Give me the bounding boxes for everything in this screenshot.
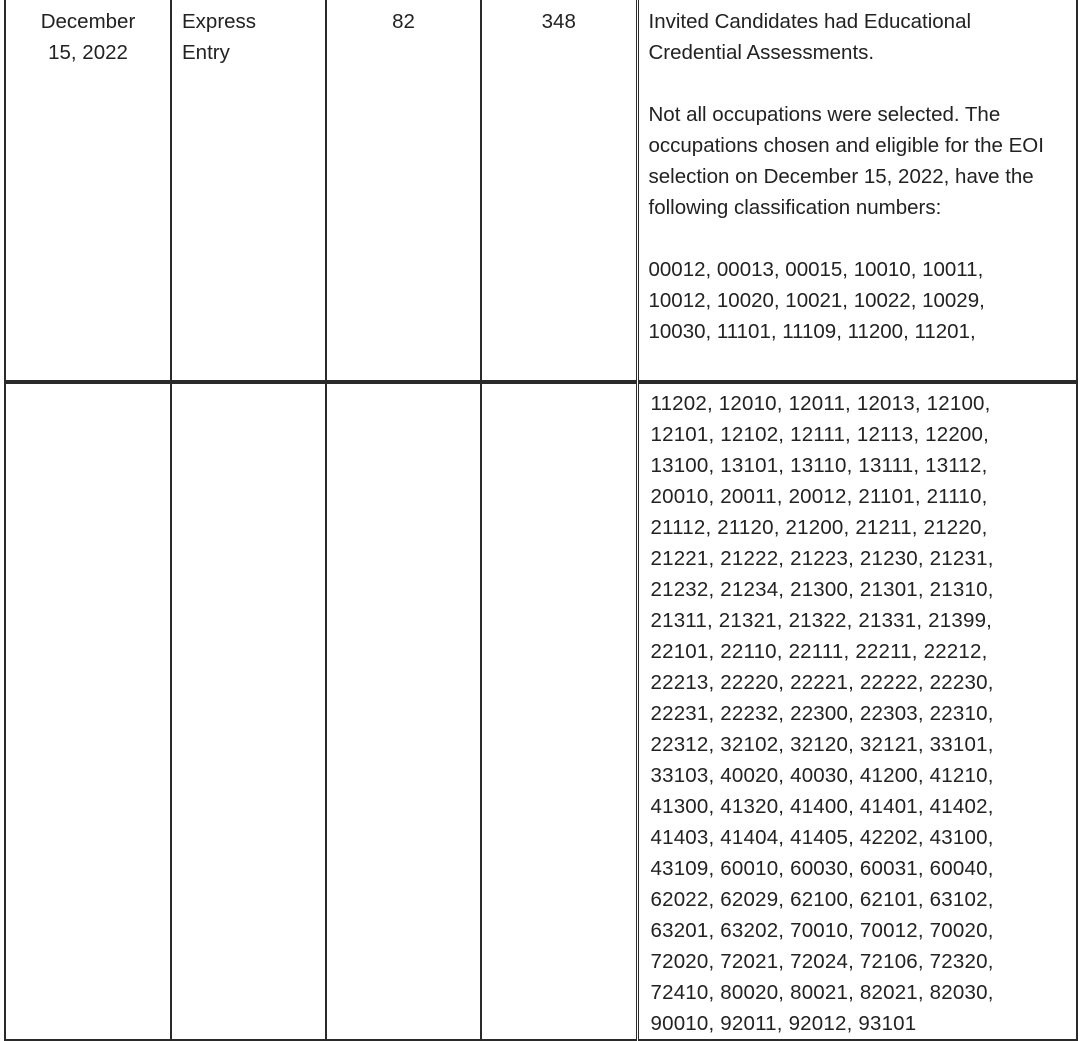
code-line: 63201, 63202, 70010, 70012, 70020, <box>650 919 994 942</box>
codes-list-top <box>649 254 1071 347</box>
code-line: 10030, 11101, 11109, 11200, 11201, <box>648 320 976 343</box>
code-line: 22231, 22232, 22300, 22303, 22310, <box>650 702 994 725</box>
code-line: 12101, 12102, 12111, 12113, 12200, <box>650 423 990 446</box>
code-line: 62022, 62029, 62100, 62101, 63102, <box>650 888 994 911</box>
note-paragraph-2: Not all occupations were selected. The occupations chosen and eligible for the EOI selection on December 15, 2022, have the following classification numbers: <box>648 103 1044 219</box>
code-line: 13100, 13101, 13110, 13111, 13112, <box>650 454 988 477</box>
code-line: 22213, 22220, 22221, 22222, 22230, <box>650 671 994 694</box>
code-line: 43109, 60010, 60030, 60031, 60040, <box>650 857 994 880</box>
table-row <box>5 0 1077 381</box>
code-line: 11202, 12010, 12011, 12013, 12100, <box>650 392 991 415</box>
stream-line-1: Express <box>182 10 257 33</box>
stream-cell <box>171 0 326 381</box>
code-line: 22101, 22110, 22111, 22211, 22212, <box>650 640 988 663</box>
codes-list-bottom <box>637 383 1077 1040</box>
empty-cell <box>481 383 637 1040</box>
code-line: 22312, 32102, 32120, 32121, 33101, <box>650 733 994 756</box>
notes-cell <box>637 0 1077 381</box>
invitations-cell <box>326 0 481 381</box>
date-line-2: 15, 2022 <box>48 41 128 64</box>
code-line: 41403, 41404, 41405, 42202, 43100, <box>650 826 994 849</box>
code-line: 20010, 20011, 20012, 21101, 21110, <box>650 485 988 508</box>
code-line: 21221, 21222, 21223, 21230, 21231, <box>650 547 994 570</box>
empty-cell <box>326 383 481 1040</box>
code-line: 10012, 10020, 10021, 10022, 10029, <box>648 289 985 312</box>
empty-cell <box>5 383 171 1040</box>
code-line: 33103, 40020, 40030, 41200, 41210, <box>650 764 994 787</box>
code-line: 72410, 80020, 80021, 82021, 82030, <box>650 981 994 1004</box>
invitations-value: 82 <box>392 10 415 33</box>
code-line: 21232, 21234, 21300, 21301, 21310, <box>650 578 994 601</box>
date-line-1: December <box>40 10 136 33</box>
score-value: 348 <box>541 10 576 33</box>
code-line: 21311, 21321, 21322, 21331, 21399, <box>650 609 993 632</box>
table-row <box>5 383 1077 1040</box>
note-paragraph-1: Invited Candidates had Educational Credential Assessments. <box>648 10 972 64</box>
code-line: 90010, 92011, 92012, 93101 <box>650 1012 917 1035</box>
draw-table-top <box>4 0 1078 382</box>
date-cell <box>5 0 171 381</box>
code-line: 41300, 41320, 41400, 41401, 41402, <box>650 795 994 818</box>
stream-line-2: Entry <box>182 41 230 64</box>
code-line: 00012, 00013, 00015, 10010, 10011, <box>648 258 984 281</box>
code-line: 21112, 21120, 21200, 21211, 21220, <box>650 516 988 539</box>
score-cell <box>481 0 637 381</box>
code-line: 72020, 72021, 72024, 72106, 72320, <box>650 950 994 973</box>
draw-table-bottom <box>4 382 1078 1041</box>
empty-cell <box>171 383 326 1040</box>
